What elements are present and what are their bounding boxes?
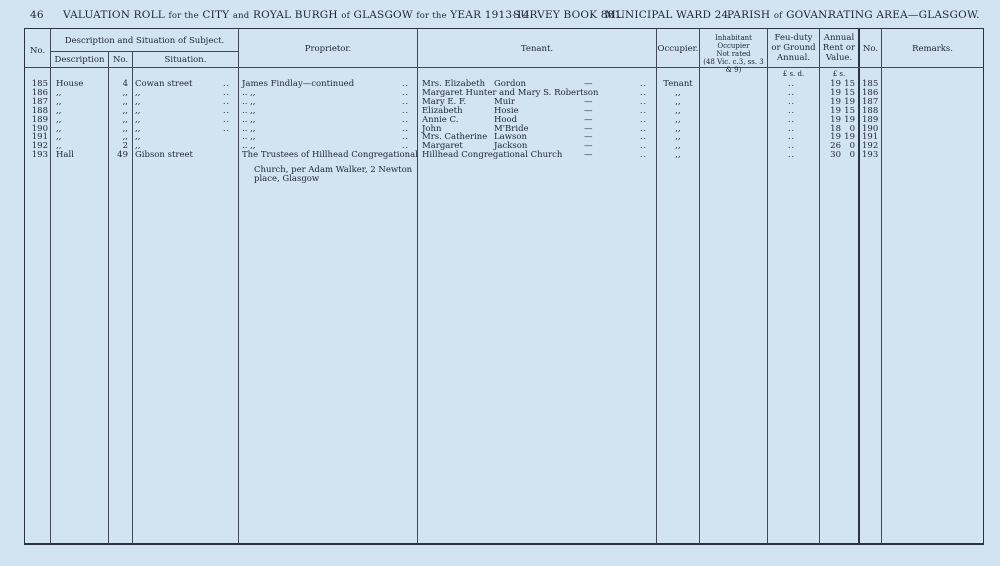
row-dash: — [584,123,593,134]
row-feu-duty: .. [788,96,796,106]
row-tenant-forename: Margaret Hunter and Mary S. Robertson [422,87,599,98]
row-situation: ,, [135,132,141,143]
row-no-right: 192 [862,141,879,152]
row-leader-dots: .. [640,123,648,133]
row-number: 2 [122,141,128,152]
row-rent-pounds: 18 [830,123,841,134]
row-leader-dots: .. [402,114,410,124]
row-rent-shillings: 15 [844,105,855,116]
rule [858,29,860,543]
row-situation: ,, [135,105,141,116]
row-leader-dots: .. [640,96,648,106]
row-leader-dots: .. [223,87,231,97]
row-rent-shillings: 19 [844,132,855,143]
col-header-occupier: Occupier. [657,44,699,54]
row-rent-pounds: 26 [830,141,841,152]
rule [881,29,882,543]
row-description: Hall [56,150,74,161]
row-no-right: 186 [862,87,879,98]
row-rent-pounds: 30 [830,150,841,161]
row-no-right: 193 [862,150,879,161]
row-proprietor: .. ,, [242,123,256,134]
col-header-description: Description [54,55,105,65]
row-feu-duty: .. [788,150,796,160]
row-occupier: ,, [675,132,681,143]
row-feu-duty: .. [788,132,796,142]
row-proprietor: .. ,, [242,132,256,143]
col-header-proprietor: Proprietor. [304,44,352,54]
row-occupier: ,, [675,87,681,98]
row-leader-dots: .. [640,79,648,88]
row-situation: ,, [135,141,141,152]
rule [767,29,768,543]
row-tenant-forename: Annie C. [422,114,459,125]
row-no: 189 [31,114,48,125]
row-rent-pounds: 19 [830,105,841,116]
col-header-annual-rent: Annual Rent or Value. [822,33,856,63]
row-leader-dots: .. [402,132,410,142]
row-occupier: ,, [675,150,681,161]
row-proprietor: .. ,, [242,114,256,125]
rule [25,67,983,68]
col-header-feu-duty: Feu-duty or Ground Annual. [771,33,816,63]
row-rent-shillings: 19 [844,114,855,125]
row-no: 193 [31,150,48,161]
col-header-no: No. [29,46,46,56]
row-tenant-surname: Hosie [494,105,519,116]
row-tenant-surname: Muir [494,96,515,107]
row-no: 192 [31,141,48,152]
parish: PARISH of GOVAN. [727,9,831,21]
row-proprietor: .. ,, [242,105,256,116]
row-situation: ,, [135,114,141,125]
row-no: 191 [31,132,48,143]
col-header-situation: Situation. [164,55,207,65]
row-no: 186 [31,87,48,98]
row-description: ,, [56,132,62,143]
row-tenant-forename: Elizabeth [422,105,463,116]
row-tenant-surname: Lawson [494,132,527,143]
row-rent-pounds: 19 [830,96,841,107]
row-feu-duty: .. [788,141,796,151]
row-situation: Gibson street [135,150,193,161]
row-occupier: ,, [675,141,681,152]
row-occupier: Tenant [663,79,693,89]
row-proprietor: .. ,, [242,87,256,98]
row-occupier: ,, [675,105,681,116]
row-leader-dots: .. [223,79,231,88]
row-tenant-surname: M'Bride [494,123,529,134]
row-description: ,, [56,96,62,107]
rule [656,29,657,543]
survey-book: SURVEY BOOK 881. [513,9,625,21]
row-leader-dots: .. [640,132,648,142]
proprietor-continuation: place, Glasgow [254,174,320,184]
row-rent-pounds: 19 [830,114,841,125]
row-number: 49 [117,150,128,161]
annual-units: £ s. [832,70,846,78]
row-tenant-surname: Gordon [494,79,527,89]
row-occupier: ,, [675,114,681,125]
row-description: ,, [56,105,62,116]
row-leader-dots: .. [640,141,648,151]
row-leader-dots: .. [640,150,648,160]
row-proprietor: .. ,, [242,141,256,152]
row-number: 4 [122,79,128,89]
municipal-ward: MUNICIPAL WARD 24. [605,9,732,21]
row-no: 185 [31,79,48,89]
row-number: ,, [122,114,128,125]
row-no-right: 188 [862,105,879,116]
row-no: 187 [31,96,48,107]
rule [819,29,820,543]
row-no-right: 187 [862,96,879,107]
roll-table [24,28,984,545]
row-tenant-forename: Hillhead Congregational Church [422,150,563,161]
row-leader-dots: .. [402,123,410,133]
row-no: 188 [31,105,48,116]
row-rent-shillings: 0 [849,141,855,152]
col-header-description-group: Description and Situation of Subject. [64,36,225,46]
row-feu-duty: .. [788,105,796,115]
row-dash: — [584,114,593,125]
row-rent-shillings: 0 [849,123,855,134]
row-dash: — [584,132,593,143]
row-tenant-surname: Jackson [494,141,528,152]
row-leader-dots: .. [223,123,231,133]
row-leader-dots: .. [402,96,410,106]
proprietor-continuation: Church, per Adam Walker, 2 Newton [254,165,413,175]
row-feu-duty: .. [788,114,796,124]
row-proprietor: James Findlay—continued [242,79,355,89]
row-leader-dots: .. [223,105,231,115]
row-occupier: ,, [675,96,681,107]
row-tenant-forename: Margaret [422,141,463,152]
row-no-right: 189 [862,114,879,125]
row-dash: — [584,96,593,107]
row-no-right: 191 [862,132,879,143]
row-tenant-forename: Mary E. F. [422,96,467,107]
feu-units: £ s. d. [782,70,805,78]
row-proprietor: The Trustees of Hillhead Congregational [242,150,418,161]
col-header-inhabitant-occupier: Inhabitant Occupier Not rated (48 Vic. c.3, ss. 3 & 9) [703,34,764,74]
row-feu-duty: .. [788,87,796,97]
row-number: ,, [122,132,128,143]
row-number: ,, [122,105,128,116]
rule [50,29,51,543]
row-dash: — [584,105,593,116]
row-tenant-surname: Hood [494,114,518,125]
row-situation: Cowan street [135,79,193,89]
row-tenant-forename: Mrs. Elizabeth [422,79,486,89]
row-feu-duty: .. [788,123,796,133]
col-header-number: No. [112,55,129,65]
row-rent-pounds: 19 [830,79,841,89]
rule [238,29,239,543]
row-leader-dots: .. [640,114,648,124]
row-leader-dots: .. [640,105,648,115]
row-leader-dots: .. [223,96,231,106]
rating-area: RATING AREA—GLASGOW. [828,9,980,21]
page-header [30,9,980,27]
row-no-right: 185 [862,79,879,89]
page-title: VALUATION ROLL for the CITY and ROYAL BURGH of GLASGOW for the YEAR 1913-14. [63,9,534,21]
row-no: 190 [31,123,48,134]
row-leader-dots: .. [223,114,231,124]
row-leader-dots: .. [402,79,410,88]
row-rent-pounds: 19 [830,132,841,143]
rule [132,51,133,543]
rule [417,29,418,543]
row-dash: — [584,150,593,161]
row-description: ,, [56,141,62,152]
row-tenant-forename: John [422,123,442,134]
row-situation: ,, [135,96,141,107]
row-rent-shillings: 0 [849,150,855,161]
row-description: House [56,79,84,89]
row-rent-shillings: 19 [844,96,855,107]
row-leader-dots: .. [402,141,410,151]
row-description: ,, [56,87,62,98]
row-tenant-forename: Mrs. Catherine [422,132,488,143]
row-number: ,, [122,96,128,107]
row-dash: — [584,79,593,89]
row-description: ,, [56,114,62,125]
row-description: ,, [56,123,62,134]
row-leader-dots: .. [402,87,410,97]
row-rent-pounds: 19 [830,87,841,98]
row-feu-duty: .. [788,79,796,88]
row-rent-shillings: 15 [844,79,855,89]
row-rent-shillings: 15 [844,87,855,98]
row-number: ,, [122,87,128,98]
row-occupier: ,, [675,123,681,134]
page-number: 46 [30,9,44,21]
row-dash: — [584,141,593,152]
row-proprietor: .. ,, [242,96,256,107]
col-header-remarks: Remarks. [912,44,953,54]
row-leader-dots: .. [402,105,410,115]
rule [699,29,700,543]
row-no-right: 190 [862,123,879,134]
col-header-no-right: No. [862,44,879,54]
row-situation: ,, [135,123,141,134]
row-number: ,, [122,123,128,134]
col-header-tenant: Tenant. [520,44,554,54]
row-leader-dots: .. [640,87,648,97]
rule [51,51,238,52]
row-situation: ,, [135,87,141,98]
